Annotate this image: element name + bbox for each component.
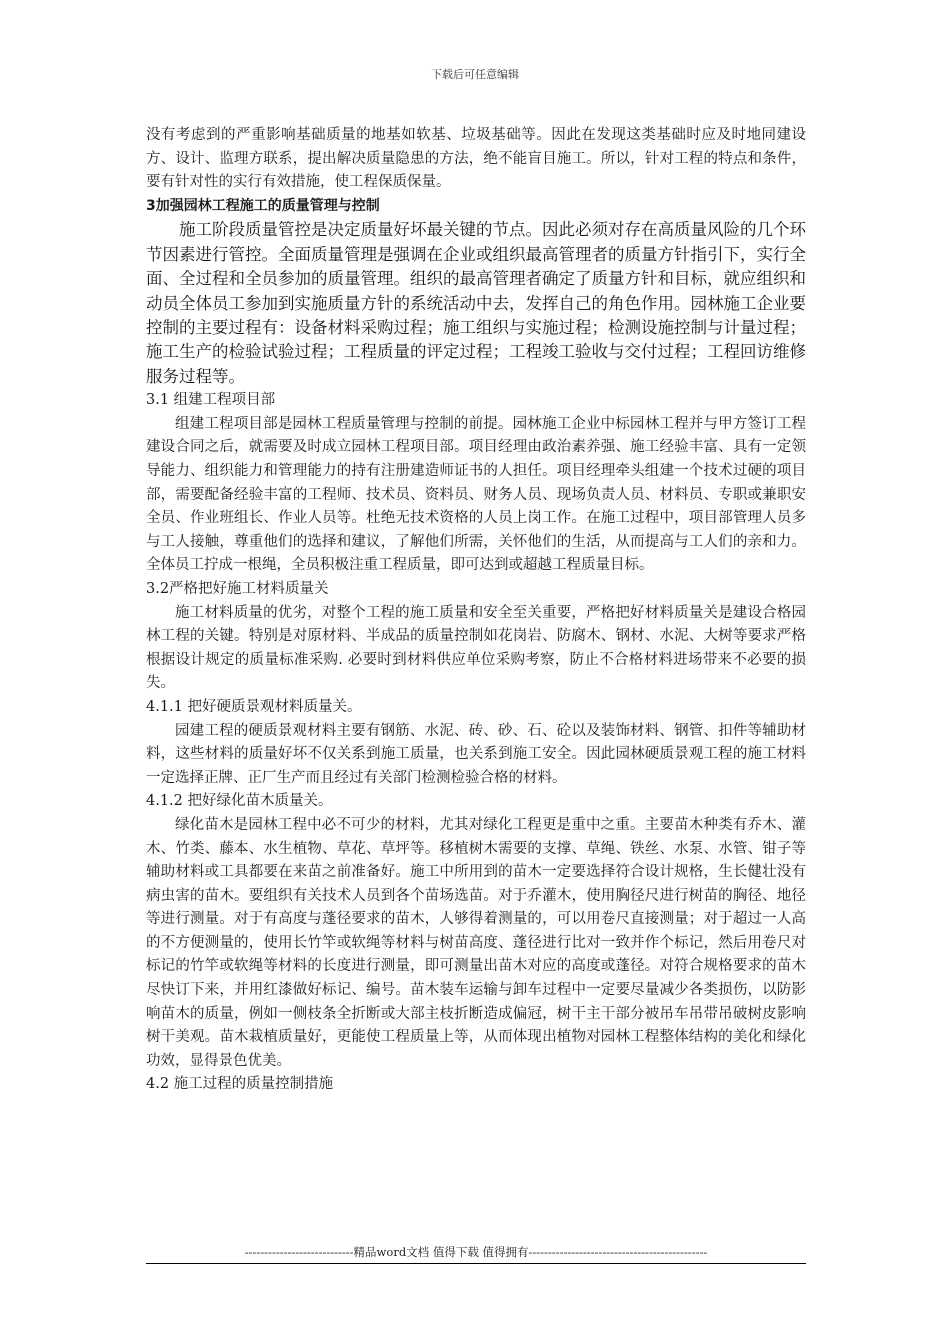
subsection-heading-3-2: 3.2严格把好施工材料质量关 bbox=[146, 580, 329, 597]
subsection-heading-3-1: 3.1 组建工程项目部 bbox=[146, 392, 276, 409]
paragraph-material-quality: 施工材料质量的优劣，对整个工程的施工质量和安全至关重要，严格把好材料质量关是建设合格园林工程的关键。特别是对原材料、半成品的质量控制如花岗岩、防腐木、钢材、水泥、大树等要求严格根据设计规定的质量标准采购. 必要时到材料供应单位采购考察，防止不合格材料进场带来不必要的损失。 bbox=[146, 604, 806, 692]
paragraph-hardscape-materials: 园建工程的硬质景观材料主要有钢筋、水泥、砖、砂、石、砼以及装饰材料、钢管、扣件等辅助材料，这些材料的质量好坏不仅关系到施工质量，也关系到施工安全。因此园林硬质景观工程的施工材料一定选择正牌、正厂生产而且经过有关部门检测检验合格的材料。 bbox=[146, 722, 806, 786]
section-heading-3: 3加强园林工程施工的质量管理与控制 bbox=[146, 197, 380, 214]
footer-text: ----------------------------精品word文档 值得下载 值得拥有---------------------------------------------- bbox=[244, 1245, 708, 1259]
document-body bbox=[146, 124, 806, 1097]
subsection-heading-4-1-2: 4.1.2 把好绿化苗木质量关。 bbox=[146, 793, 333, 810]
paragraph-intro: 没有考虑到的严重影响基础质量的地基如软基、垃圾基础等。因此在发现这类基础时应及时地同建设方、设计、监理方联系，提出解决质量隐患的方法，绝不能盲目施工。所以，针对工程的特点和条件，要有针对性的实行有效措施，使工程保质保量。 bbox=[146, 127, 806, 191]
header-note: 下载后可任意编辑 bbox=[431, 68, 519, 81]
paragraph-project-team: 组建工程项目部是园林工程质量管理与控制的前提。园林施工企业中标园林工程并与甲方签订工程建设合同之后，就需要及时成立园林工程项目部。项目经理由政治素养强、施工经验丰富、具有一定领导能力、组织能力和管理能力的持有注册建造师证书的人担任。项目经理牵头组建一个技术过硬的项目部，需要配备经验丰富的工程师、技术员、资料员、财务人员、现场负责人员、材料员、专职或兼职安全员、作业班组长、作业人员等。杜绝无技术资格的人员上岗工作。在施工过程中，项目部管理人员多与工人接触，尊重他们的选择和建议，了解他们所需，关怀他们的生活，从而提高与工人们的亲和力。全体员工拧成一根绳，全员积极注重工程质量，即可达到或超越工程质量目标。 bbox=[146, 415, 806, 574]
paragraph-quality-control: 施工阶段质量管控是决定质量好坏最关键的节点。因此必须对存在高质量风险的几个环节因素进行管控。全面质量管理是强调在企业或组织最高管理者的质量方针指引下，实行全面、全过程和全员参加的质量管理。组织的最高管理者确定了质量方针和目标，就应组织和动员全体员工参加到实施质量方针的系统活动中去，发挥自己的角色作用。园林施工企业要控制的主要过程有：设备材料采购过程；施工组织与实施过程；检测设施控制与计量过程；施工生产的检验试验过程；工程质量的评定过程；工程竣工验收与交付过程；工程回访维修服务过程等。 bbox=[146, 220, 806, 386]
subsection-heading-4-1-1: 4.1.1 把好硬质景观材料质量关。 bbox=[146, 698, 362, 715]
paragraph-seedling-quality: 绿化苗木是园林工程中必不可少的材料，尤其对绿化工程更是重中之重。主要苗木种类有乔木、灌木、竹类、藤本、水生植物、草花、草坪等。移植树木需要的支撑、草绳、铁丝、水泵、水管、钳子等辅助材料或工具都要在来苗之前准备好。施工中所用到的苗木一定要选择符合设计规格，生长健壮没有病虫害的苗木。要组织有关技术人员到各个苗场选苗。对于乔灌木，使用胸径尺进行树苗的胸径、地径等进行测量。对于有高度与蓬径要求的苗木，人够得着测量的，可以用卷尺直接测量；对于超过一人高的不方便测量的，使用长竹竿或软绳等材料与树苗高度、蓬径进行比对一致并作个标记，然后用卷尺对标记的竹竿或软绳等材料的长度进行测量，即可测量出苗木对应的高度或蓬径。对符合规格要求的苗木尽快订下来，并用红漆做好标记、编号。苗木装车运输与卸车过程中一定要尽量减少各类损伤，以防影响苗木的质量，例如一侧枝条全折断或大部主枝折断造成偏冠，树干主干部分被吊车吊带吊破树皮影响树干美观。苗木栽植质量好，更能使工程质量上等，从而体现出植物对园林工程整体结构的美化和绿化功效，显得景色优美。 bbox=[146, 816, 806, 1069]
footer-divider bbox=[146, 1263, 806, 1264]
subsection-heading-4-2: 4.2 施工过程的质量控制措施 bbox=[146, 1076, 334, 1093]
